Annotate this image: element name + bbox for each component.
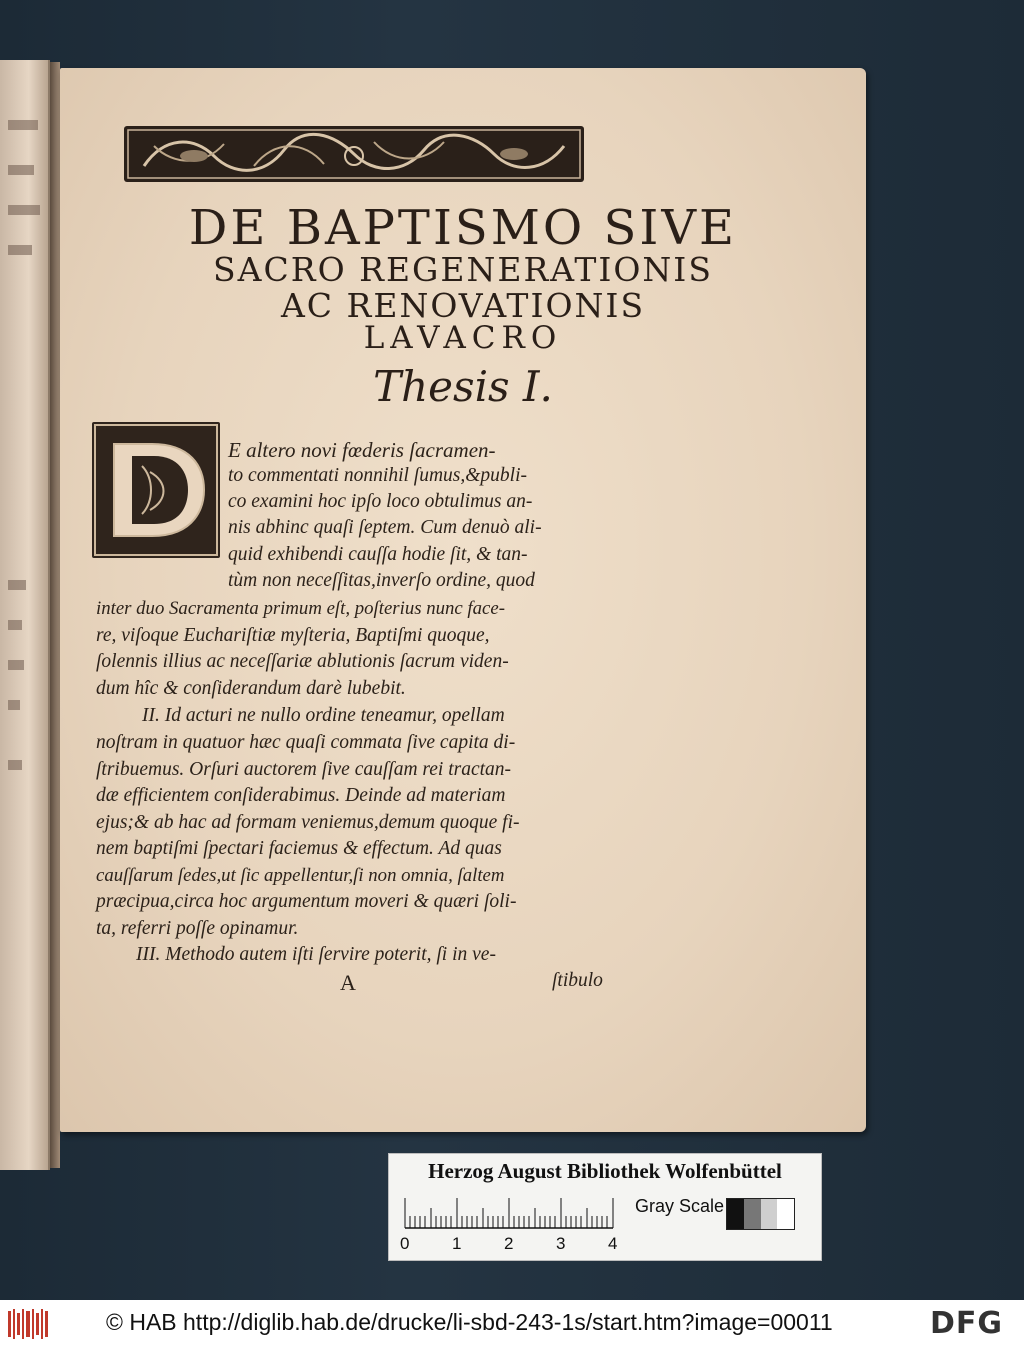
body-line: to commentati nonnihil ſumus,&publi- <box>228 465 527 486</box>
ruler-number-1: 1 <box>452 1234 462 1253</box>
dfg-logo: DFG <box>930 1306 1004 1341</box>
ruler-number-2: 2 <box>504 1234 514 1253</box>
book-spine <box>50 62 60 1168</box>
catchword: ſtibulo <box>552 970 603 991</box>
ruler-number-4: 4 <box>608 1234 618 1253</box>
body-line: inter duo Sacramenta primum eſt, poſterius nunc face- <box>96 598 505 619</box>
body-line: nem baptiſmi ſpectari faciemus & effectum. Ad quas <box>96 838 502 859</box>
body-line: cauſſarum ſedes,ut ſic appellentur,ſi non omnia, ſaltem <box>96 865 505 886</box>
gray-patch <box>727 1199 744 1229</box>
title-line-4: LAVACRO <box>363 320 563 356</box>
body-line: III. Methodo autem iſti ſervire poterit, ſi in ve- <box>136 944 496 965</box>
body-line: ejus;& ab hac ad formam veniemus,demum quoque fi- <box>96 812 520 833</box>
thesis-heading: Thesis I. <box>373 362 553 411</box>
book-page <box>60 68 866 1132</box>
gray-scale-patches <box>726 1198 795 1230</box>
ruler-scale <box>403 1194 623 1230</box>
signature-mark: A <box>340 970 356 995</box>
footer-bar <box>0 1300 1024 1347</box>
body-line: tùm non neceſſitas,inverſo ordine, quod <box>228 570 535 591</box>
body-line: co examini hoc ipſo loco obtulimus an- <box>228 491 533 512</box>
ruler-number-3: 3 <box>556 1234 566 1253</box>
ruler-number-0: 0 <box>400 1234 410 1253</box>
body-line: ſtribuemus. Orſuri auctorem ſive cauſſam rei tractan- <box>96 759 512 780</box>
gray-patch <box>761 1199 778 1229</box>
gray-patch <box>777 1199 794 1229</box>
gray-scale-label: Gray Scale <box>635 1196 725 1216</box>
body-line: II. Id acturi ne nullo ordine teneamur, opellam <box>142 705 505 726</box>
body-line: dæ efficientem conſiderabimus. Deinde ad materiam <box>96 785 506 806</box>
title-line-2: SACRO REGENERATIONIS <box>213 250 713 289</box>
body-line: quid exhibendi cauſſa hodie ſit, & tan- <box>228 544 528 565</box>
title-line-3: AC RENOVATIONIS <box>280 286 646 325</box>
body-line: præcipua,circa hoc argumentum moveri & quæri ſoli- <box>96 891 517 912</box>
hab-barcode-icon <box>8 1309 48 1339</box>
body-line: re, viſoque Euchariſtiæ myſteria, Baptiſmi quoque, <box>96 625 490 646</box>
body-line: dum hîc & conſiderandum darè lubebit. <box>96 678 406 699</box>
gray-patch <box>744 1199 761 1229</box>
card-title: Herzog August Bibliothek Wolfenbüttel <box>428 1159 782 1183</box>
decorated-initial-D <box>92 422 220 558</box>
title-line-1: DE BAPTISMO SIVE <box>188 200 738 256</box>
body-line: E altero novi fœderis ſacramen- <box>228 438 496 462</box>
headpiece-ornament <box>124 126 584 182</box>
body-line: nis abhinc quaſi ſeptem. Cum denuò ali- <box>228 517 542 538</box>
body-line: ſolennis illius ac neceſſariæ ablutionis ſacrum viden- <box>96 651 509 672</box>
color-reference-card <box>388 1153 822 1261</box>
body-line: ta, referri poſſe opinamur. <box>96 918 299 939</box>
previous-page-edge <box>0 60 50 1170</box>
body-line: noſtram in quatuor hæc quaſi commata ſive capita di- <box>96 732 516 753</box>
copyright-url-text: © HAB http://diglib.hab.de/drucke/li-sbd-243-1s/start.htm?image=00011 <box>106 1309 833 1335</box>
